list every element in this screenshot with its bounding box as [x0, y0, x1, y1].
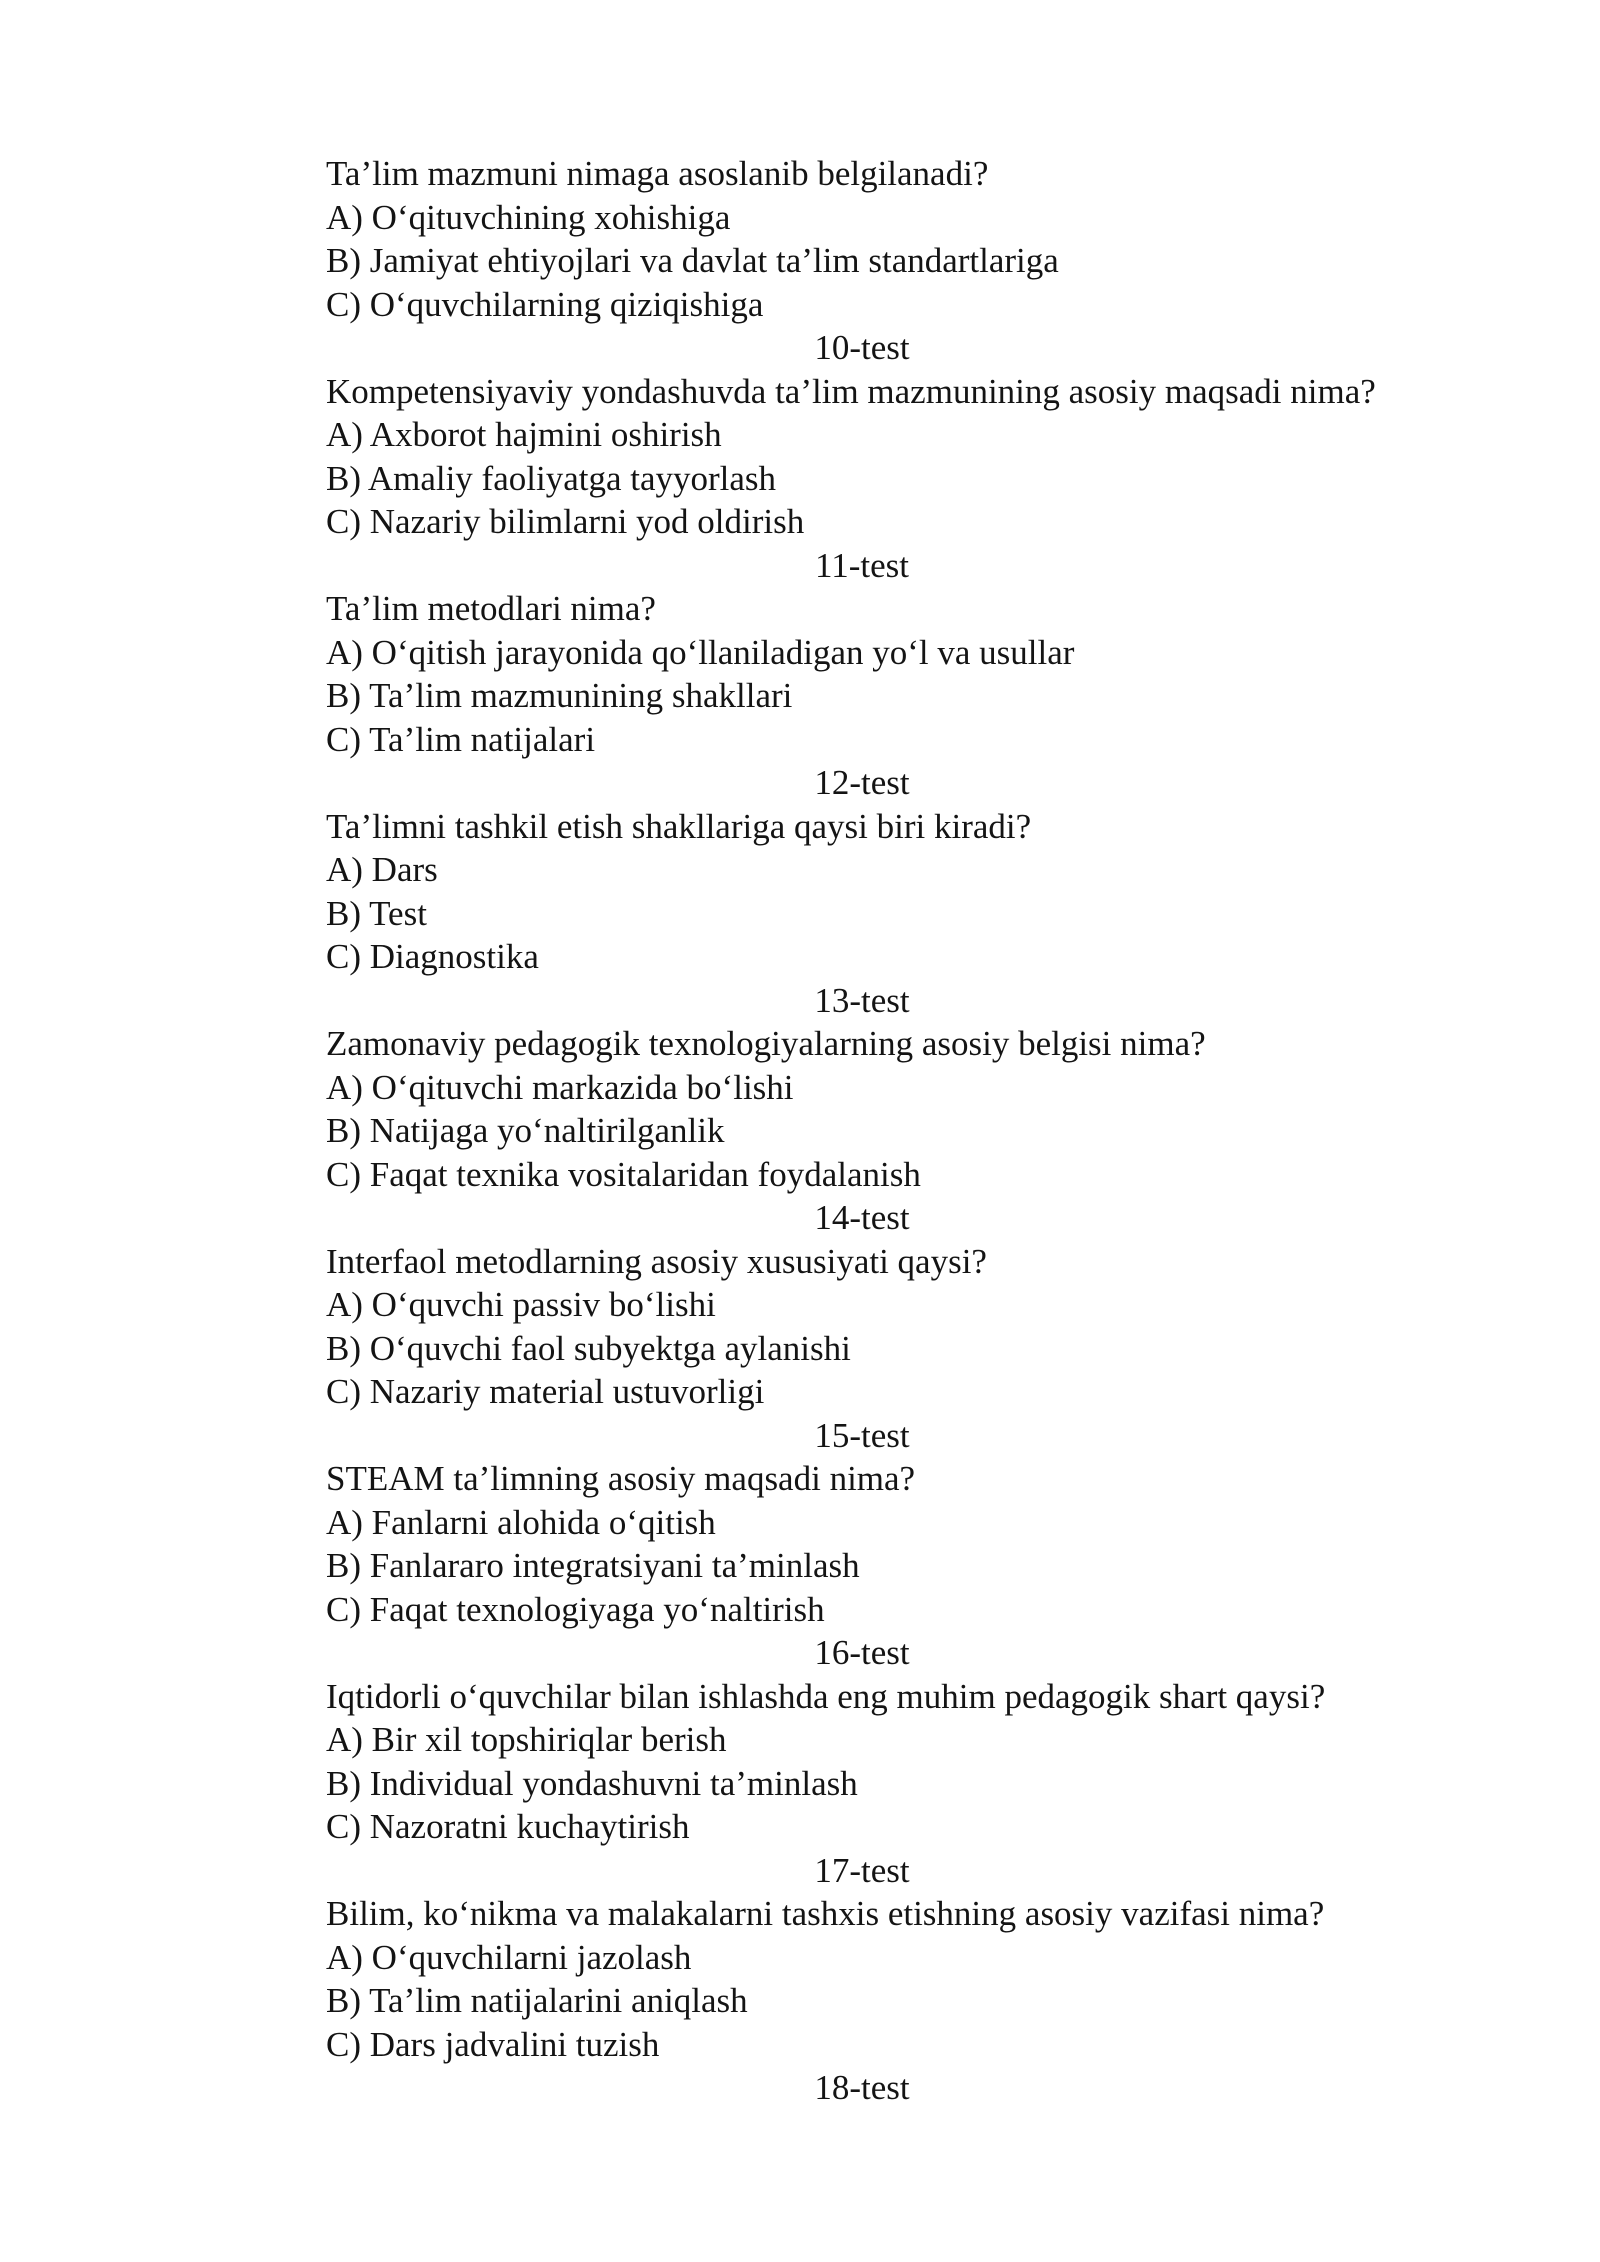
test-number: 12-test — [814, 763, 910, 802]
option-b: B) Ta’lim mazmunining shakllari — [326, 676, 793, 715]
lead-question-block — [326, 152, 1506, 326]
option-a: A) O‘qituvchi markazida bo‘lishi — [326, 1067, 794, 1107]
question-text: Bilim, ko‘nikma va malakalarni tashxis etishning asosiy vazifasi nima? — [326, 1894, 1325, 1933]
option-c: C) Nazariy bilimlarni yod oldirish — [326, 502, 805, 541]
option-a: A) Fanlarni alohida o‘qitish — [326, 1502, 716, 1542]
test-number: 11-test — [815, 545, 909, 585]
test-number: 10-test — [814, 328, 910, 367]
option-b: B) Natijaga yo‘naltirilganlik — [326, 1111, 725, 1150]
question-text: Ta’lim metodlari nima? — [326, 589, 656, 628]
option-c: C) O‘quvchilarning qiziqishiga — [326, 284, 764, 324]
question-text: Zamonaviy pedagogik texnologiyalarning asosiy belgisi nima? — [326, 1024, 1206, 1063]
test-block-11 — [326, 544, 1506, 762]
question-text: Ta’lim mazmuni nimaga asoslanib belgilanadi? — [326, 154, 989, 193]
question-text: Ta’limni tashkil etish shakllariga qaysi biri kiradi? — [326, 806, 1032, 846]
option-b: B) O‘quvchi faol subyektga aylanishi — [326, 1328, 851, 1368]
option-c: C) Diagnostika — [326, 937, 539, 976]
test-block-16 — [326, 1631, 1506, 1849]
test-block-10 — [326, 326, 1506, 544]
test-block-13 — [326, 979, 1506, 1197]
option-b: B) Test — [326, 893, 427, 933]
option-c: C) Nazariy material ustuvorligi — [326, 1372, 765, 1411]
test-block-15 — [326, 1414, 1506, 1632]
option-c: C) Faqat texnologiyaga yo‘naltirish — [326, 1589, 825, 1629]
test-number: 17-test — [814, 1850, 910, 1890]
test-number: 16-test — [814, 1633, 910, 1672]
option-b: B) Fanlararo integratsiyani ta’minlash — [326, 1546, 860, 1585]
option-c: C) Ta’lim natijalari — [326, 719, 596, 759]
option-a: A) O‘qituvchining xohishiga — [326, 197, 731, 237]
option-c: C) Faqat texnika vositalaridan foydalanish — [326, 1154, 921, 1194]
option-a: A) O‘qitish jarayonida qo‘llaniladigan yo‘l va usullar — [326, 632, 1075, 672]
test-number-18: 18-test — [814, 2068, 910, 2107]
option-b: B) Ta’lim natijalarini aniqlash — [326, 1981, 748, 2020]
option-b: B) Amaliy faoliyatga tayyorlash — [326, 458, 777, 498]
question-text: Interfaol metodlarning asosiy xususiyati qaysi? — [326, 1241, 987, 1281]
option-c: C) Dars jadvalini tuzish — [326, 2024, 660, 2064]
option-a: A) Dars — [326, 850, 438, 889]
question-text: Kompetensiyaviy yondashuvda ta’lim mazmunining asosiy maqsadi nima? — [326, 371, 1376, 411]
question-text: STEAM ta’limning asosiy maqsadi nima? — [326, 1459, 916, 1498]
option-b: B) Jamiyat ehtiyojlari va davlat ta’lim standartlariga — [326, 241, 1059, 280]
question-text: Iqtidorli o‘quvchilar bilan ishlashda eng muhim pedagogik shart qaysi? — [326, 1676, 1326, 1716]
test-number: 15-test — [814, 1415, 910, 1455]
option-a: A) Axborot hajmini oshirish — [326, 415, 722, 454]
option-a: A) Bir xil topshiriqlar berish — [326, 1720, 727, 1759]
option-b: B) Individual yondashuvni ta’minlash — [326, 1763, 858, 1803]
test-number: 14-test — [814, 1198, 910, 1237]
test-block-12 — [326, 761, 1506, 979]
test-block-14 — [326, 1196, 1506, 1414]
option-a: A) O‘quvchilarni jazolash — [326, 1937, 692, 1977]
option-c: C) Nazoratni kuchaytirish — [326, 1807, 690, 1846]
test-block-17 — [326, 1849, 1506, 2067]
test-content — [326, 152, 1506, 2110]
test-number: 13-test — [814, 980, 910, 1020]
option-a: A) O‘quvchi passiv bo‘lishi — [326, 1285, 716, 1324]
